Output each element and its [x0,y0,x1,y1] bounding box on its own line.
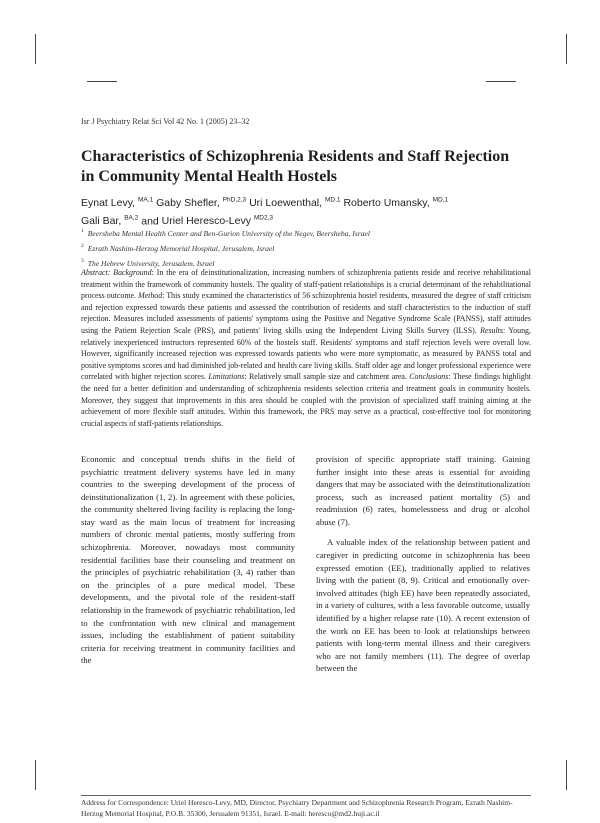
article-title: Characteristics of Schizophrenia Residents and Staff Rejection in Community Mental Health Hostels [81,148,510,185]
affiliation: $^2$ Ezrath Nashim-Herzog Memorial Hospital, Jerusalem, Israel [81,243,275,253]
abstract: Abstract: Background: In the era of deinstitutionalization, increasing numbers of schizophrenia patients reside and receive rehabilitational treatment within the framework of community hostels. The quality of staff-patient relationships is a crucial determinant of the rehabilitational process outcome. Method: This study examined the characteristics of 56 schizophrenia hostel residents, measured the degree of staff criticism and rejection expressed towards these patients and assessed the contribution of residents and staff characteristics to the induction of staff rejection. Measures included assessments of patients' symptoms using the Positive and Negative Syndrome Scale (PANSS), staff attitudes using the Patient Rejection Scale (PRS), and patients' living skills using the Independent Living Skills Survey (ILSS). Results: Young, relatively inexperienced instructors represented 60% of the hostels staff. Residents' symptoms and staff rejection levels were overall low. However, significantly increased rejection was expressed towards patients who were more symptomatic, as measured by PANSS total and positive symptoms scores and had diminished job-related and health care living skills. Staff older age and longer professional experience were correlated with higher rejection scores. Limitations: Relatively small sample size and catchment area. Conclusions: These findings highlight the need for a better definition and understanding of schizophrenia residents selection criteria and treatment goals in community hostels. Moreover, they suggest that improvements in this area should be coupled with the provision of specialized staff training aiming at the achievement of more flexible staff attitudes. Within this framework, the PRS may serve as a practical, cost-effective tool for monitoring crucial aspects of staff-patients relationships. [81,268,532,428]
journal-citation: Isr J Psychiatry Relat Sci Vol 42 No. 1 (2005) 23–32 [81,117,250,126]
crop-mark [35,760,36,790]
author: Uriel Heresco-Levy $^{MD2,3}$ [161,214,274,227]
author: Gaby Shefler, $^{PhD,2,3}$ [156,196,247,209]
footnote-rule [81,795,531,796]
results-label: Results [480,325,503,335]
author-list: Eynat Levy, $^{MA,1}$ Gaby Shefler, $^{PhD,2,3}$ Uri Loewenthal, $^{MD,1}$ Roberto Umansky, $^{MD,1}$ Gali Bar, $^{BA,2}$ and Uriel Heresco-Levy $^{MD2,3}$ [81,196,449,227]
author: Eynat Levy, $^{MA,1}$ [81,196,154,209]
correspondence-footnote: Address for Correspondence: Uriel Heresco-Levy, MD, Director, Psychiatry Department and Schizophrenia Research Program, Ezrath Nashim-Herzog Memorial Hospital, P.O.B. 35300, Jerusalem 91351, Israel. E-mail: heresco@md2.huji.ac.il [81,798,513,818]
limitations-label: Limitations [208,372,245,382]
affiliation: $^1$ Beersheba Mental Health Center and Ben-Gurion University of the Negev, Beersheba, Israel [81,228,370,238]
crop-mark [35,34,36,64]
method-label: Method [138,291,163,301]
conclusions-label: Conclusions [409,372,449,382]
abstract-label: Abstract: Background [81,268,152,277]
body-paragraph: Economic and conceptual trends shifts in the field of psychiatric treatment delivery systems have led in many countries to the sweeping development of the process of deinstitutionalization (1, 2). In agreement with these policies, the community sheltered living facility is replacing the long-stay ward as the main locus of treatment for increasing numbers of chronic mental patients, mostly suffering from schizophrenia. Moreover, nowadays most community residential facilities base their counseling and treatment on the principles of psychiatric rehabilitation (3, 4) rather than on the principles of a pure medical model. These developments, and the pivotal role of the resident-staff relationship in the framework of psychiatric rehabilitation, led to the confrontation with new clinical and management issues, including the establishment of patient suitability criteria for receiving treatment in community facilities and the [81,454,295,666]
author: Roberto Umansky, $^{MD,1}$ [343,196,449,209]
author: Gali Bar, $^{BA,2}$ [81,214,139,227]
author: Uri Loewenthal, $^{MD,1}$ [249,196,341,209]
affiliation: $^3$ The Hebrew University, Jerusalem, Israel [81,258,215,268]
crop-mark [566,760,567,790]
body-paragraph: A valuable index of the relationship between patient and caregiver in predicting outcome in schizophrenia has been expressed emotion (EE), traditionally applied to relatives living with the patient (8, 9). Critical and emotionally over-involved attitudes (high EE) have been repeatedly associated, in a variety of cultures, with a less favorable outcome, usually identified by a higher relapse rate (10). A recent extension of the work on EE has been to look at relationships between patients with long-term mental illness and their caregivers who are not family members (11). The degree of overlap between the [316,537,530,674]
body-paragraph: provision of specific appropriate staff training. Gaining further insight into these areas is essential for avoiding dangers that may be associated with the deinstitutionalization process, such as increased patient mortality (5) and readmission (6) rates, homelessness and drug or alcohol abuse (7). [316,454,530,527]
crop-mark [87,81,117,82]
body-column-right [316,453,530,675]
body-column-left [81,453,295,667]
crop-mark [566,34,567,64]
crop-mark [486,81,516,82]
affiliations [81,225,531,270]
